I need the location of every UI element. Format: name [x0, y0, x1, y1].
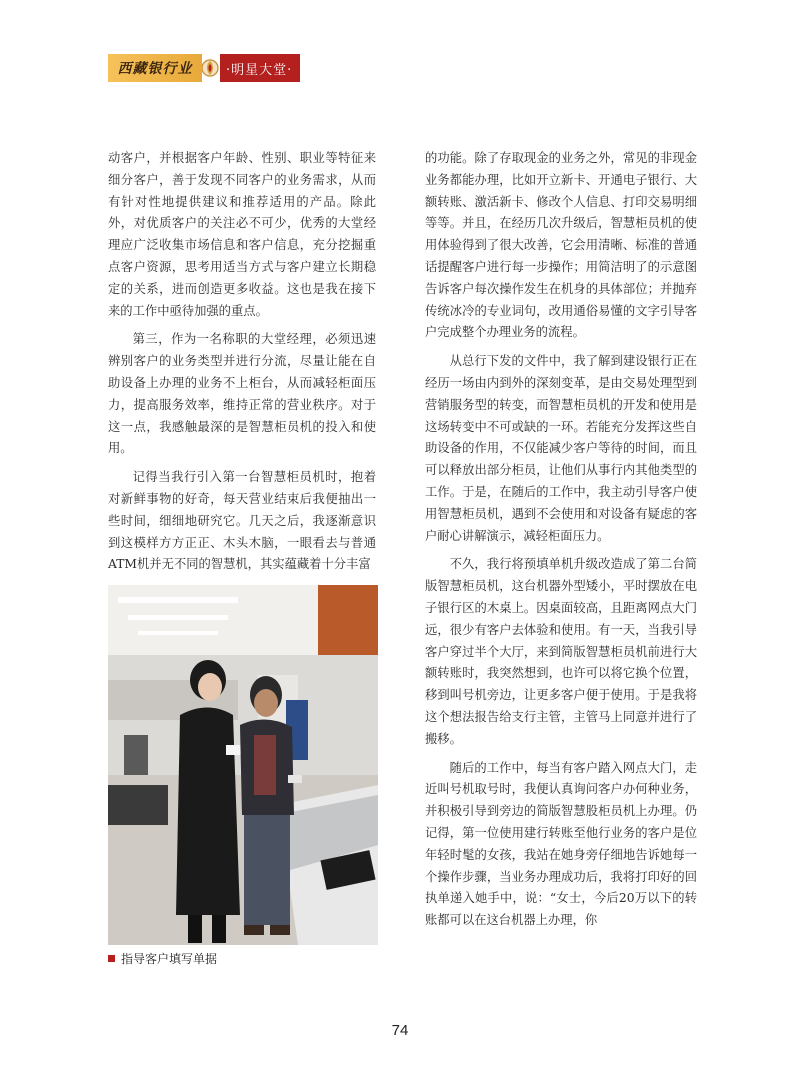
section-label: [220, 54, 300, 82]
caption-text: 指导客户填写单据: [121, 952, 218, 966]
left-paragraph-2: 第三，作为一名称职的大堂经理，必须迅速辨别客户的业务类型并进行分流，尽量让能在自助设备上办理的业务不上柜台，从而减轻柜面压力，提高服务效率，维持正常的营业秩序。对于这一点，我感触最深的是智慧柜员机的投入和使用。: [108, 332, 376, 456]
right-paragraph-1: 的功能。除了存取现金的业务之外，常见的非现金业务都能办理，比如开立新卡、开通电子银行、大额转账、激活新卡、修改个人信息、打印交易明细等等。并且，在经历几次升级后，智慧柜员机的使用体验得到了很大改善，它会用清晰、标准的普通话提醒客户进行每一步操作；用简洁明了的示意图告诉客户每次操作发生在机身的具体部位；并抛弃传统冰冷的专业词句，改用通俗易懂的文字引导客户完成整个办理业务的流程。: [425, 151, 697, 340]
right-paragraph-2: 从总行下发的文件中，我了解到建设银行正在经历一场由内到外的深刻变革，是由交易处理型到营销服务型的转变，而智慧柜员机的开发和使用是这场转变中不可或缺的一环。若能充分发挥这些自助设备的作用，不仅能减少客户等待的时间，而且可以释放出部分柜员，让他们从事行内其他类型的工作。于是，在随后的工作中，我主动引导客户使用智慧柜员机，遇到不会使用和对设备有疑虑的客户耐心讲解演示，减轻柜面压力。: [425, 354, 697, 543]
bank-hall-photo: [108, 585, 378, 945]
section-title: ·明星大堂·: [226, 62, 293, 78]
lotus-flower-icon: [200, 54, 220, 82]
right-paragraph-4: 随后的工作中，每当有客户踏入网点大门，走近叫号机取号时，我便认真询问客户办何种业务，并积极引导到旁边的简版智慧股柜员机上办理。仍记得，第一位使用建行转账至他行业务的客户是位年轻时髦的女孩，我站在她身旁仔细地告诉她每一个操作步骤，当业务办理成功后，我将打印好的回执单递入她手中，说：“女士，今后20万以下的转账都可以在这台机器上办理，你: [425, 760, 697, 928]
left-paragraph-3: 记得当我行引入第一台智慧柜员机时，抱着对新鲜事物的好奇，每天营业结束后我便抽出一些时间，细细地研究它。几天之后，我逐渐意识到这模样方方正正、木头木脑，一眼看去与普通ATM机并无不同的智慧机，其实蕴藏着十分丰富: [108, 470, 376, 572]
caption-marker-icon: [108, 955, 115, 962]
brand-title: 西藏银行业: [117, 61, 193, 77]
left-column: [108, 148, 376, 583]
photo-caption: [108, 950, 217, 967]
right-column: [425, 148, 697, 939]
left-paragraph-1: 动客户，并根据客户年龄、性别、职业等特征来细分客户，善于发现不同客户的业务需求，从而有针对性地提供建议和推荐适用的产品。除此外，对优质客户的关注必不可少，优秀的大堂经理应广泛收集市场信息和客户信息，充分挖掘重点客户资源，思考用适当方式与客户建立长期稳定的关系，进而创造更多收益。这也是我在接下来的工作中亟待加强的重点。: [108, 151, 376, 318]
right-paragraph-3: 不久，我行将预填单机升级改造成了第二台简版智慧柜员机，这台机器外型矮小，平时摆放在电子银行区的木桌上。因桌面较高，且距离网点大门远，很少有客户去体验和使用。有一天，当我引导客户穿过半个大厅，来到简版智慧柜员机前进行大额转账时，我突然想到，也许可以将它换个位置，移到叫号机旁边，让更多客户便于使用。于是我将这个想法报告给支行主管，主管马上同意并进行了搬移。: [425, 557, 697, 746]
brand-banner: [108, 54, 202, 82]
page-number: 74: [391, 1022, 409, 1039]
section-header: [108, 54, 300, 82]
